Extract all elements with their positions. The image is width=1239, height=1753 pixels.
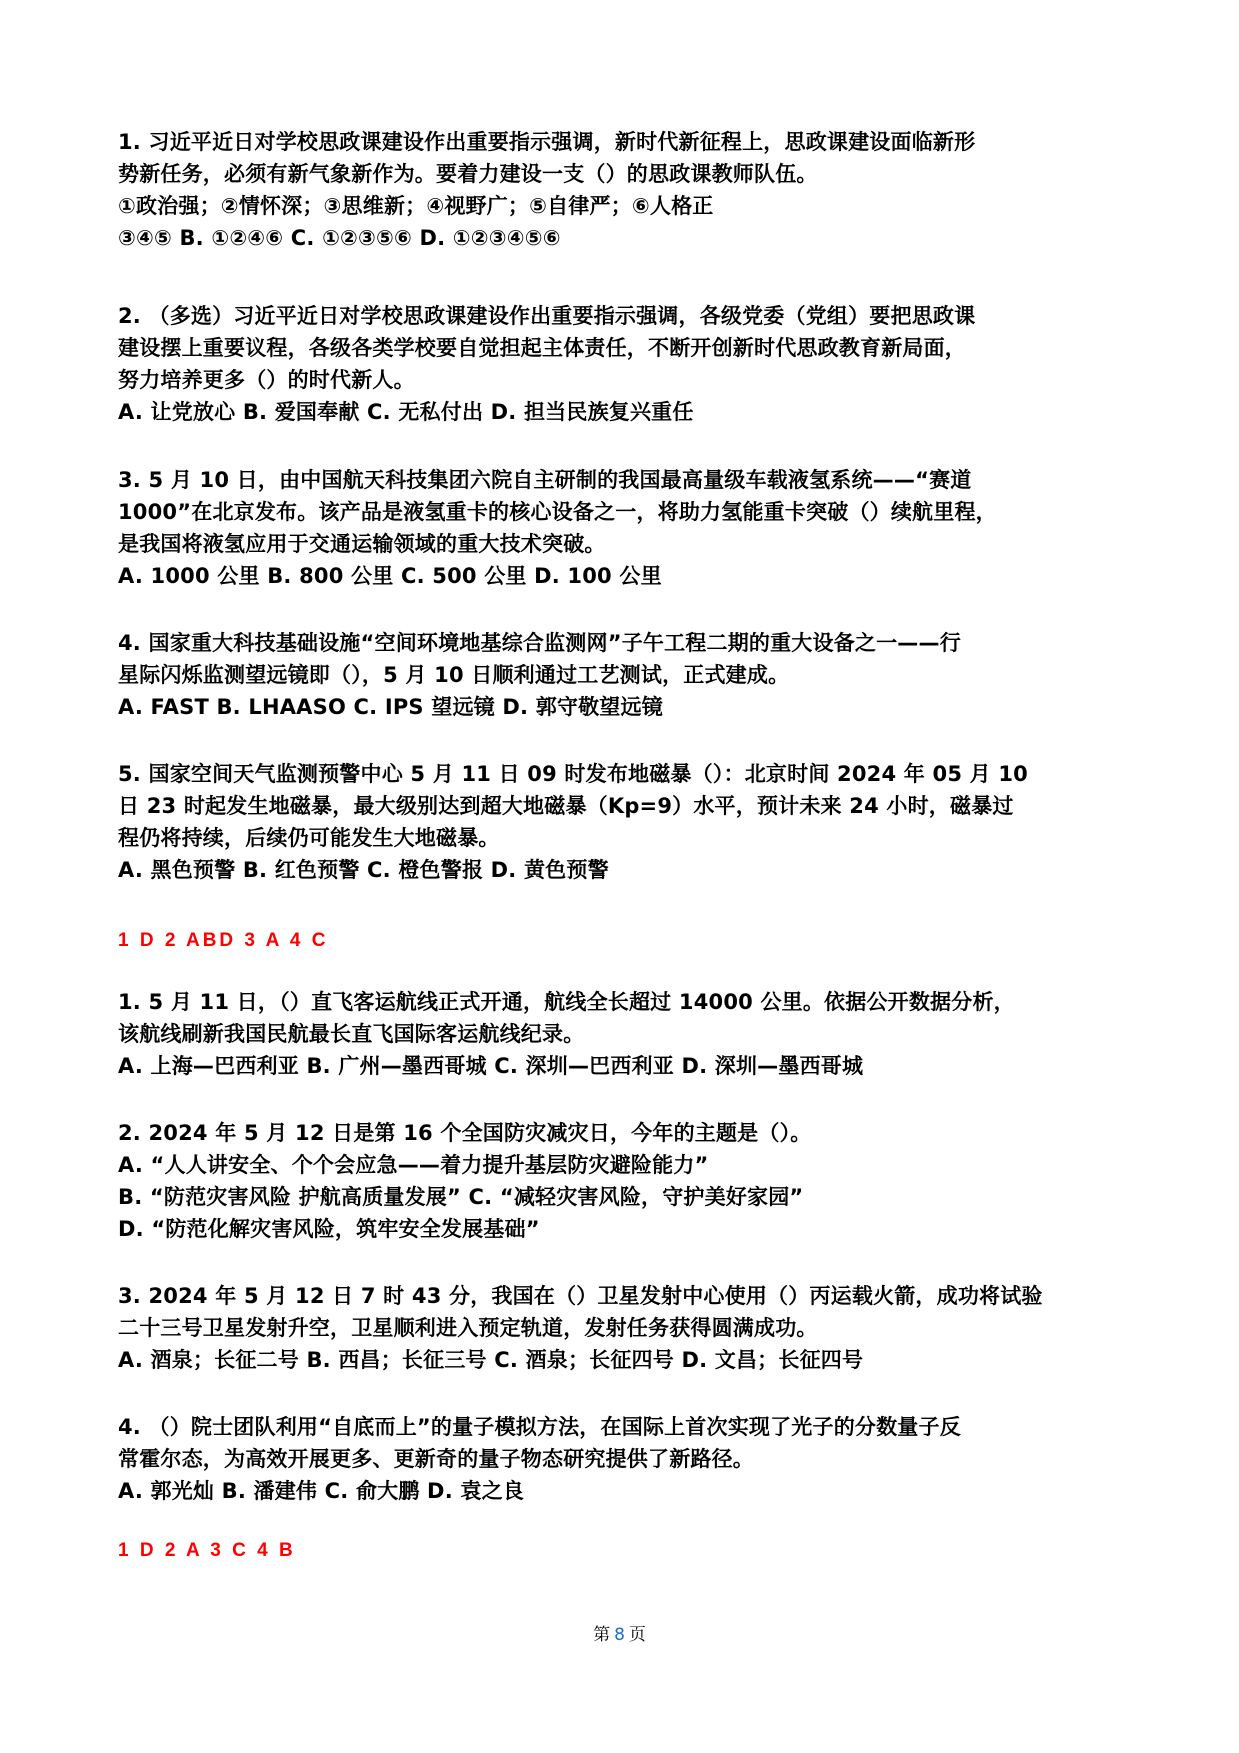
question-text-line: 5. 国家空间天气监测预警中心 5 月 11 日 09 时发布地磁暴（）：北京时间 2024 年 05 月 10 xyxy=(118,762,1028,786)
question-text-line: 常霍尔态，为高效开展更多、更新奇的量子物态研究提供了新路径。 xyxy=(118,1447,754,1471)
question-text-line: 4. （）院士团队利用“自底而上”的量子模拟方法，在国际上首次实现了光子的分数量子反 xyxy=(118,1415,961,1439)
question-text-line: 势新任务，必须有新气象新作为。要着力建设一支（）的思政课教师队伍。 xyxy=(118,162,818,186)
question-text-line: 3. 5 月 10 日，由中国航天科技集团六院自主研制的我国最高量级车载液氢系统——“赛道 xyxy=(118,468,972,492)
question-options: ③④⑤ B. ①②④⑥ C. ①②③⑤⑥ D. ①②③④⑤⑥ xyxy=(118,226,561,250)
question-options: A. 郭光灿 B. 潘建伟 C. 俞大鹏 D. 袁之良 xyxy=(118,1479,524,1503)
question-text-line: 2. 2024 年 5 月 12 日是第 16 个全国防灾减灾日，今年的主题是（）。 xyxy=(118,1121,812,1145)
question-text-line: 1. 习近平近日对学校思政课建设作出重要指示强调，新时代新征程上，思政课建设面临新形 xyxy=(118,130,976,154)
page-label-prefix: 第 xyxy=(593,1625,611,1645)
question-2-3 xyxy=(118,1280,1128,1376)
question-text-line: 4. 国家重大科技基础设施“空间环境地基综合监测网”子午工程二期的重大设备之一——行 xyxy=(118,631,961,655)
question-text-line: 二十三号卫星发射升空，卫星顺利进入预定轨道，发射任务获得圆满成功。 xyxy=(118,1316,818,1340)
question-statements: ①政治强；②情怀深；③思维新；④视野广；⑤自律严；⑥人格正 xyxy=(118,194,714,218)
question-1-4 xyxy=(118,627,1128,723)
question-1-2 xyxy=(118,300,1128,428)
page-label-suffix: 页 xyxy=(628,1625,646,1645)
question-option-d: D. “防范化解灾害风险，筑牢安全发展基础” xyxy=(118,1217,540,1241)
answer-key-2: 1 D 2 A 3 C 4 B xyxy=(118,1540,296,1561)
question-text-line: 星际闪烁监测望远镜即（），5 月 10 日顺利通过工艺测试，正式建成。 xyxy=(118,663,790,687)
question-options: A. 上海—巴西利亚 B. 广州—墨西哥城 C. 深圳—巴西利亚 D. 深圳—墨西哥城 xyxy=(118,1054,864,1078)
question-text-line: 1000”在北京发布。该产品是液氢重卡的核心设备之一，将助力氢能重卡突破（）续航里程， xyxy=(118,500,997,524)
question-text-line: 2. （多选）习近平近日对学校思政课建设作出重要指示强调，各级党委（党组）要把思政课 xyxy=(118,304,976,328)
question-options: A. 1000 公里 B. 800 公里 C. 500 公里 D. 100 公里 xyxy=(118,564,662,588)
page-footer xyxy=(0,1620,1239,1645)
question-options: A. 让党放心 B. 爱国奉献 C. 无私付出 D. 担当民族复兴重任 xyxy=(118,400,694,424)
question-option-a: A. “人人讲安全、个个会应急——着力提升基层防灾避险能力” xyxy=(118,1153,709,1177)
question-text-line: 是我国将液氢应用于交通运输领域的重大技术突破。 xyxy=(118,532,606,556)
question-text-line: 3. 2024 年 5 月 12 日 7 时 43 分，我国在（）卫星发射中心使用（）丙运载火箭，成功将试验 xyxy=(118,1284,1043,1308)
question-1-3 xyxy=(118,464,1128,592)
question-option-bc: B. “防范灾害风险 护航高质量发展” C. “减轻灾害风险，守护美好家园” xyxy=(118,1185,804,1209)
question-text-line: 该航线刷新我国民航最长直飞国际客运航线纪录。 xyxy=(118,1022,585,1046)
page-number: 8 xyxy=(614,1625,625,1645)
question-options: A. 酒泉；长征二号 B. 西昌；长征三号 C. 酒泉；长征四号 D. 文昌；长征四号 xyxy=(118,1348,864,1372)
question-text-line: 努力培养更多（）的时代新人。 xyxy=(118,368,415,392)
question-options: A. 黑色预警 B. 红色预警 C. 橙色警报 D. 黄色预警 xyxy=(118,858,609,882)
question-options: A. FAST B. LHAASO C. IPS 望远镜 D. 郭守敬望远镜 xyxy=(118,695,663,719)
question-2-4 xyxy=(118,1411,1128,1507)
answer-key-1: 1 D 2 ABD 3 A 4 C xyxy=(118,930,329,951)
question-text-line: 日 23 时起发生地磁暴，最大级别达到超大地磁暴（Kp=9）水平，预计未来 24 小时，磁暴过 xyxy=(118,794,1014,818)
question-text-line: 程仍将持续，后续仍可能发生大地磁暴。 xyxy=(118,826,500,850)
question-2-2 xyxy=(118,1117,1128,1245)
question-1-1 xyxy=(118,126,1128,254)
question-text-line: 建设摆上重要议程，各级各类学校要自觉担起主体责任，不断开创新时代思政教育新局面， xyxy=(118,336,966,360)
question-1-5 xyxy=(118,758,1128,886)
question-2-1 xyxy=(118,986,1128,1082)
question-text-line: 1. 5 月 11 日，（）直飞客运航线正式开通，航线全长超过 14000 公里。依据公开数据分析， xyxy=(118,990,1015,1014)
